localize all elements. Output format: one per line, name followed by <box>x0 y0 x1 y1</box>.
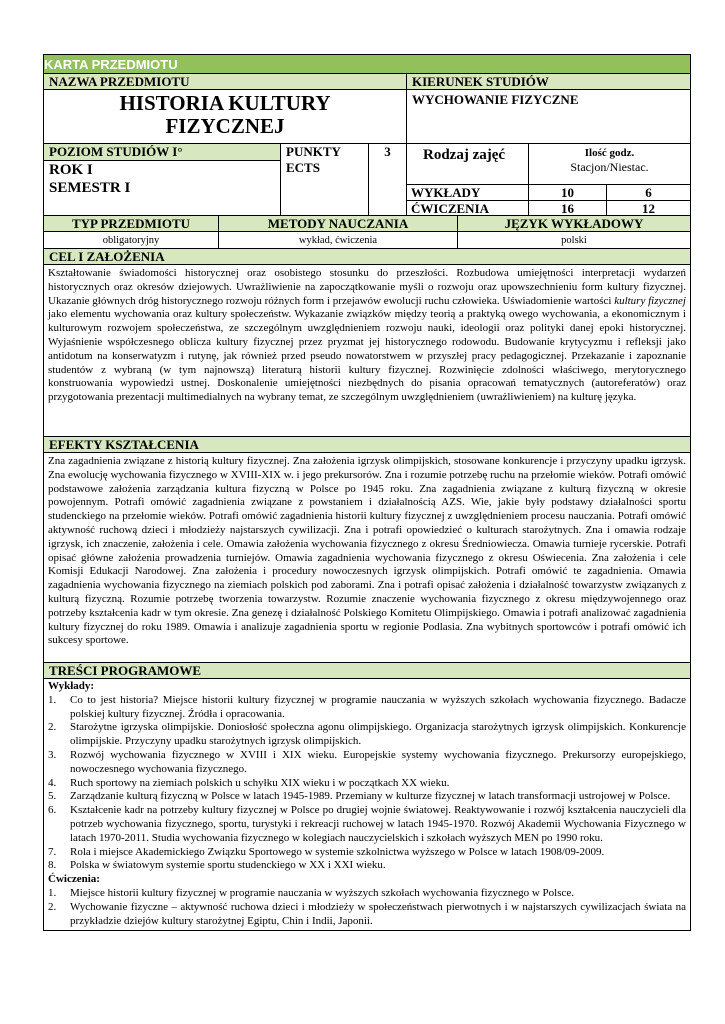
list-item <box>48 777 686 791</box>
level-label: POZIOM STUDIÓW I° <box>44 144 280 161</box>
list-text: Co to jest historia? Miejsce historii kultury fizycznej w programie nauczania w wyższych szkołach wychowania fizycznego. Badacze polskiej kultury fizycznej. Źródła i opracowania. <box>70 693 686 720</box>
field-label: KIERUNEK STUDIÓW <box>412 74 549 89</box>
goals-header: CEL I ZAŁOŻENIA <box>44 249 690 265</box>
hours-title: Ilość godz. <box>584 147 635 159</box>
list-item <box>48 859 686 873</box>
lectures-niestac: 6 <box>645 185 652 200</box>
list-item <box>48 749 686 777</box>
goals-text-italic: kultury fizycznej <box>614 294 686 307</box>
language-label: JĘZYK WYKŁADOWY <box>504 216 644 231</box>
list-number: 2. <box>48 900 57 913</box>
lectures-subheading: Wykłady: <box>48 680 95 692</box>
hours-header <box>407 144 690 185</box>
list-number: 2. <box>48 721 57 734</box>
list-item <box>48 790 686 804</box>
hours-row-exercises <box>407 201 690 215</box>
field-value: WYCHOWANIE FIZYCZNE <box>412 92 579 107</box>
hours-subtitle: Stacjon/Niestac. <box>570 160 649 174</box>
subject-type-value: obligatoryjny <box>44 232 219 248</box>
methods-label: METODY NAUCZANIA <box>219 216 458 231</box>
outcomes-text: Zna zagadnienia związane z historią kultury fizycznej. Zna założenia igrzysk olimpijskich, stosowane konkurencje i przyczyny upadku igrzysk. Zna ewolucję wychowania fizycznego w XVIII-XIX w. i jego prekursorów. Zna i rozumie potrzebę ruchu na przełomie wieków. Potrafi omówić podstawowe założenia zarządzania kultura fizyczną w Polsce po 1945 roku. Zna zagadnienia związane z kulturą fizyczną w okresie powojennym. Potrafi omówić zagadnienia związane z powstaniem i działalnością AZS. Wie, jakie były podstawy działalności sportu studenckiego na przełomie wieków. Potrafi omówić zagadnienia historii kultury fizycznej z uwzględnieniem procesu nauczania. Potrafi omówić aktywność ruchową dzieci i młodzieży najstarszych cywilizacji. Zna i potrafi opowiedzieć o kulturach starożytnych. Zna i omawia rodzaje igrzysk, ich znaczenie, założenia i cele. Omawia założenia wychowania fizycznego z okresu Średniowiecza. Omawia turnieje rycerskie. Potrafi opisać główne założenia prowadzenia turniejów. Omawia zagadnienia wychowania fizycznego z okresu Oświecenia. Zna założenia i cele Komisji Edukacji Narodowej. Zna założenia i procedury nowoczesnych igrzysk olimpijskich. Potrafi omówić te zagadnienia. Omawia zagadnienia wychowania fizycznego na ziemiach polskich pod zaborami. Zna i potrafi opisać założenia i działalność towarzystw związanych z kulturą fizyczną. Rozumie potrzebę tworzenia towarzystw. Rozumie znaczenie wychowania fizycznego z okresu międzywojennego oraz potrzeby kształcenia kadr w tym okresie. Zna genezę i działalność Polskiego Komitetu Olimpijskiego. Omawia i potrafi analizować zagadnienia kultury fizycznej do roku 1989. Omawia i analizuje zagadnienia sportu w regionie Podlasia. Zna wybitnych sportowców i potrafi omówić ich sukcesy sportowe. <box>44 453 690 663</box>
lectures-stac: 10 <box>529 185 607 200</box>
semester-value: SEMESTR I <box>49 180 131 196</box>
list-number: 1. <box>48 886 57 899</box>
exercises-subheading: Ćwiczenia: <box>48 873 100 886</box>
list-text: Polska w światowym systemie sportu studenckiego w XX i XXI wieku. <box>70 859 386 872</box>
exercises-list <box>48 887 686 928</box>
program-content <box>44 679 690 930</box>
list-text: Rola i miejsce Akademickiego Związku Sportowego w systemie szkolnictwa wyższego w Polsce w latach 1908/09-2009. <box>70 845 605 858</box>
list-number: 3. <box>48 748 57 761</box>
exercises-type: ĆWICZENIA <box>407 201 529 215</box>
goals-text <box>44 265 690 437</box>
list-number: 4. <box>48 776 57 789</box>
ects-value: 3 <box>369 144 407 215</box>
list-number: 1. <box>48 693 57 706</box>
list-item <box>48 804 686 845</box>
list-number: 8. <box>48 859 57 872</box>
hours-title-cell <box>529 144 690 184</box>
card-title: KARTA PRZEDMIOTU <box>44 55 690 74</box>
subject-type-label: TYP PRZEDMIOTU <box>44 216 219 231</box>
level-col <box>44 144 281 215</box>
list-text: Zarządzanie kulturą fizyczną w Polsce w latach 1945-1989. Przemiany w kulturze fizycznej w latach transformacji ustrojowej w Polsce. <box>70 790 671 803</box>
goals-text-part1: Kształtowanie świadomości historycznej oraz osobistego stosunku do przeszłości. Rozbudowa umiejętności interpretacji wydarzeń historycznych oraz okresów dziejowych. Uwrażliwienie na zapoczątkowanie myśli o rozwoju oraz upowszechnieniu form kultury fizycznej. Ukazanie głównych dróg historycznego rozwoju różnych form i przejawów ewolucji ruchu człowieka. Uświadomienie wartości <box>48 267 686 307</box>
list-number: 5. <box>48 790 57 803</box>
list-item <box>48 887 686 901</box>
list-number: 6. <box>48 804 57 817</box>
course-card <box>43 54 691 931</box>
list-text: Kształcenie kadr na potrzeby kultury fizycznej w Polsce po drugiej wojnie światowej. Reaktywowanie i rozwój kształcenia nauczycieli dla potrzeb wychowania fizycznego, sportu, turystyki i rekreacji ruchowej w latach 1945-1970. Rozwój Akademii Wychowania Fizycznego w latach 1970-2011. Studia wychowania fizycznego w kolegiach nauczycielskich i szkołach wyższych MEN po 1990 roku. <box>70 804 686 844</box>
hours-row-lectures <box>407 185 690 201</box>
list-text: Starożytne igrzyska olimpijskie. Doniosłość społeczna agonu olimpijskiego. Organizacja starożytnych igrzysk olimpijskich. Konkurencje olimpijskie. Przyczyny upadku starożytnych igrzysk olimpijskich. <box>70 721 686 748</box>
name-field-row <box>44 90 690 144</box>
list-text: Wychowanie fizyczne – aktywność ruchowa dzieci i młodzieży w społeczeństwach pierwotnych i w najstarszych cywilizacjach świata na przykładzie dziejów kultury starożytnej Egiptu, Chin i Indii, Japonii. <box>70 900 686 927</box>
exercises-niestac: 12 <box>642 201 655 215</box>
list-text: Miejsce historii kultury fizycznej w programie nauczania w wyższych szkołach wychowania fizycznego w Polsce. <box>70 886 574 899</box>
year-value: ROK I <box>49 162 93 178</box>
list-item <box>48 901 686 929</box>
list-item <box>48 721 686 749</box>
name-field-header-row <box>44 74 690 90</box>
hours-block <box>407 144 690 215</box>
list-item <box>48 694 686 722</box>
methods-value: wykład, ćwiczenia <box>219 232 458 248</box>
goals-text-part2: jako elementu wychowania oraz kultury społeczeństw. Wykazanie związków między teorią a praktyką owego wychowania, a ekonomicznym i kulturowym rozwojem społeczeństwa, ze szczególnym uwzględnieniem rozwoju nauki, ideologii oraz polityki danej epoki historycznej. Wyjaśnienie współczesnego oblicza kultury fizycznej przez pryzmat jej historycznego rodowodu. Budowanie krytycyzmu i refleksji jako antidotum na konserwatyzm i rutynę, jak również przed pseudo nowatorstwem w przyszłej pracy pedagogicznej. Przekazanie i zapoznanie studentów z wybraną (w tym najnowszą) literaturą historii kultury fizycznej. Rozwinięcie zdolności właściwego, merytorycznego konstruowania wypowiedzi ustnej. Doskonalenie umiejętności niezbędnych do pisania opracowań tematycznych (autoreferatów) oraz przygotowania prezentacji multimedialnych na wybrany temat, ze szczególnym uwzględnieniem (uwrażliwieniem) na kulturę języka. <box>48 308 686 404</box>
lectures-type: WYKŁADY <box>407 185 529 200</box>
type-header-row <box>44 216 690 232</box>
subject-name-label: NAZWA PRZEDMIOTU <box>44 74 407 89</box>
ects-label: PUNKTY ECTS <box>281 144 369 215</box>
list-text: Rozwój wychowania fizycznego w XVIII i XIX wieku. Europejskie systemy wychowania fizycznego. Prekursorzy europejskiego, nowoczesnego wychowania fizycznego. <box>70 748 686 775</box>
program-header: TREŚCI PROGRAMOWE <box>44 663 690 679</box>
level-block <box>44 144 690 216</box>
list-item <box>48 846 686 860</box>
list-text: Ruch sportowy na ziemiach polskich u schyłku XIX wieku i w początkach XX wieku. <box>70 776 450 789</box>
subject-name: HISTORIA KULTURY FIZYCZNEJ <box>44 90 407 143</box>
outcomes-header: EFEKTY KSZTAŁCENIA <box>44 437 690 453</box>
exercises-stac: 16 <box>529 201 607 215</box>
lectures-list <box>48 694 686 873</box>
list-number: 7. <box>48 845 57 858</box>
class-type-label: Rodzaj zajęć <box>407 144 529 184</box>
language-value: polski <box>561 235 587 246</box>
type-value-row <box>44 232 690 249</box>
